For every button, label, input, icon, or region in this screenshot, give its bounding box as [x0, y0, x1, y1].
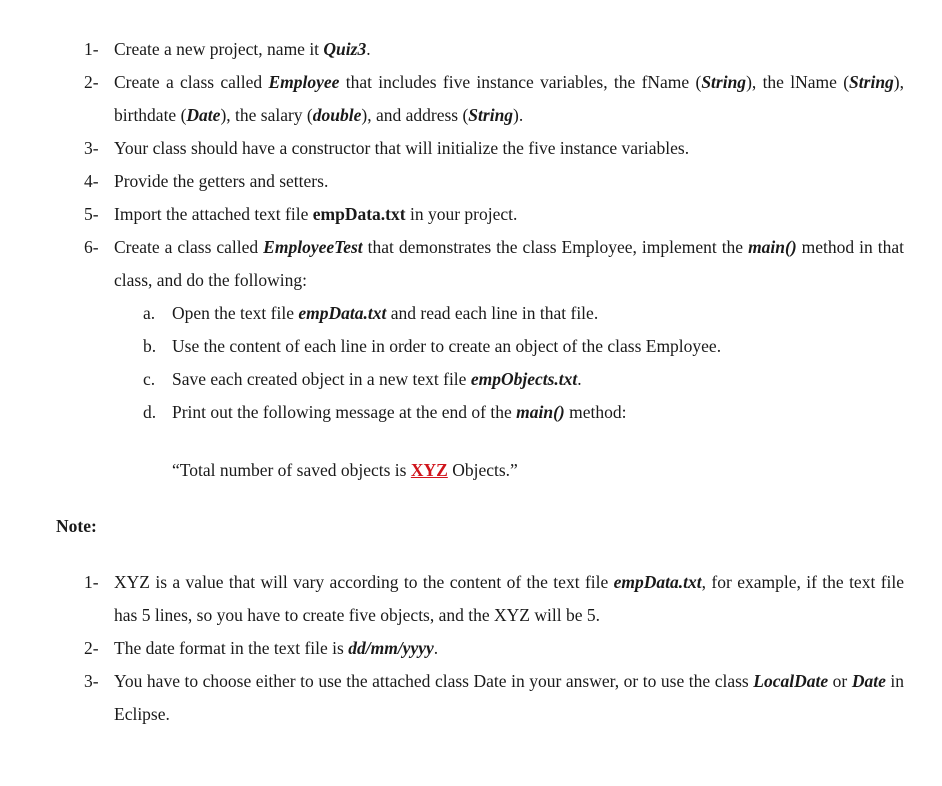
emphasized-term: LocalDate — [753, 671, 829, 691]
subtask-letter: c. — [143, 369, 156, 389]
emphasized-term: String — [701, 72, 747, 92]
text-run: XYZ is a value that will vary according to the content of the text file — [114, 572, 614, 592]
text-run: Use the content of each line in order to create an object of the class Employee. — [172, 336, 722, 356]
task-text — [114, 138, 689, 158]
emphasized-term: dd/mm/yyyy — [348, 638, 434, 658]
text-run: method: — [564, 402, 627, 422]
note-item — [0, 665, 942, 731]
subtask-text — [172, 336, 721, 356]
quote-before: “Total number of saved objects is — [172, 460, 411, 480]
task-number: 5- — [84, 204, 99, 224]
emphasized-term: main() — [516, 402, 565, 422]
task-text — [114, 171, 328, 191]
emphasized-term: main() — [748, 237, 797, 257]
task-item — [0, 165, 942, 198]
task-text — [114, 72, 904, 125]
subtask-item — [0, 396, 942, 429]
text-run: ), birthdate ( — [114, 72, 904, 125]
emphasized-term: String — [468, 105, 514, 125]
task-text — [114, 237, 904, 290]
task-list — [0, 33, 942, 429]
emphasized-term: Date — [186, 105, 221, 125]
note-text — [114, 572, 904, 625]
task-number: 2- — [84, 72, 99, 92]
subtask-letter: d. — [143, 402, 157, 422]
text-run: , for example, if the text file has 5 lines, so you have to create five objects, and the XYZ will be 5. — [114, 572, 905, 625]
text-run: . — [366, 39, 371, 59]
task-item — [0, 33, 942, 66]
task-item — [0, 231, 942, 297]
note-item — [0, 566, 942, 632]
text-run: ). — [513, 105, 524, 125]
text-run: Your class should have a constructor that will initialize the five instance variables. — [114, 138, 690, 158]
subtask-letter: b. — [143, 336, 157, 356]
note-text — [114, 671, 904, 724]
task-item — [0, 132, 942, 165]
task-number: 1- — [84, 39, 99, 59]
text-run: Provide the getters and setters. — [114, 171, 329, 191]
emphasized-term: empObjects.txt — [470, 369, 578, 389]
text-run: Create a class called — [114, 237, 264, 257]
text-run: or — [828, 671, 852, 691]
text-run: method in that class, and do the following: — [114, 237, 904, 290]
task-text — [114, 39, 371, 59]
task-number: 3- — [84, 138, 99, 158]
text-run: ), the lName ( — [746, 72, 850, 92]
emphasized-term: Date — [851, 671, 886, 691]
emphasized-term: empData.txt — [298, 303, 387, 323]
subtask-text — [172, 369, 582, 389]
subtask-item — [0, 297, 942, 330]
quote-after: Objects.” — [447, 460, 518, 480]
note-number: 3- — [84, 671, 99, 691]
text-run: Print out the following message at the end of the — [172, 402, 517, 422]
text-run: Create a new project, name it — [114, 39, 324, 59]
xyz-placeholder: XYZ — [410, 460, 448, 480]
subtask-item — [0, 330, 942, 363]
note-list — [0, 566, 942, 731]
note-item — [0, 632, 942, 665]
text-run: . — [577, 369, 582, 389]
text-run: in your project. — [405, 204, 518, 224]
note-number: 2- — [84, 638, 99, 658]
emphasized-term: empData.txt — [312, 204, 406, 224]
text-run: and read each line in that file. — [386, 303, 599, 323]
task-text — [114, 204, 517, 224]
text-run: Create a class called — [114, 72, 269, 92]
text-run: You have to choose either to use the attached class Date in your answer, or to use the class — [114, 671, 754, 691]
task-number: 6- — [84, 237, 99, 257]
emphasized-term: Employee — [268, 72, 340, 92]
task-item — [0, 198, 942, 231]
task-number: 4- — [84, 171, 99, 191]
text-run: ), the salary ( — [220, 105, 313, 125]
text-run: Import the attached text file — [114, 204, 313, 224]
emphasized-term: empData.txt — [613, 572, 702, 592]
output-message-quote — [172, 454, 518, 487]
text-run: The date format in the text file is — [114, 638, 349, 658]
text-run: that includes five instance variables, the fName ( — [339, 72, 702, 92]
subtask-letter: a. — [143, 303, 156, 323]
note-text — [114, 638, 438, 658]
note-heading: Note: — [56, 516, 97, 536]
task-item — [0, 66, 942, 132]
text-run: ), and address ( — [361, 105, 469, 125]
emphasized-term: Quiz3 — [323, 39, 367, 59]
text-run: Open the text file — [172, 303, 299, 323]
subtask-text — [172, 303, 598, 323]
emphasized-term: EmployeeTest — [263, 237, 363, 257]
text-run: that demonstrates the class Employee, implement the — [362, 237, 749, 257]
note-number: 1- — [84, 572, 99, 592]
text-run: . — [433, 638, 439, 658]
emphasized-term: String — [849, 72, 894, 92]
subtask-item — [0, 363, 942, 396]
emphasized-term: double — [312, 105, 362, 125]
text-run: in Eclipse. — [114, 671, 904, 724]
subtask-text — [172, 402, 626, 422]
text-run: Save each created object in a new text file — [172, 369, 471, 389]
